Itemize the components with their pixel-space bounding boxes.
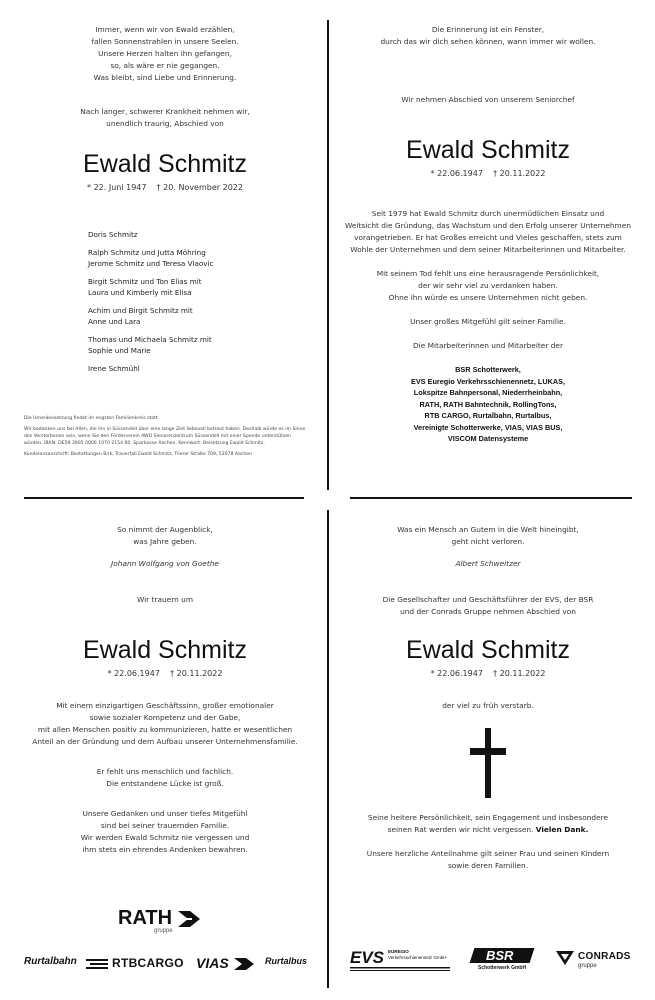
- paragraph-line: Wohle der Unternehmen und dem seiner Mitarbeiterinnen und Mitarbeiter.: [350, 245, 626, 254]
- family-member: Thomas und Michaela Schmitz mit: [88, 335, 212, 344]
- quote-line: Was ein Mensch an Gutem in die Welt hineingibt,: [397, 525, 579, 534]
- paragraph: [20, 808, 310, 856]
- paragraph-line: Unsere herzliche Anteilnahme gilt seiner Frau und seinen Kindern: [366, 849, 610, 858]
- rath-logo: [118, 907, 218, 937]
- poem-line: Was bleibt, sind Liebe und Erinnerung.: [93, 73, 237, 82]
- paragraph-line: vorangetrieben. Er hat Großes erreicht und Vieles geschaffen, stets zum: [354, 233, 622, 242]
- company-line: RATH, RATH Bahntechnik, RollingTons,: [419, 399, 557, 409]
- deceased-name: Ewald Schmitz: [406, 636, 570, 664]
- vias-logo: [196, 955, 256, 973]
- vias-logo-text: VIAS: [196, 955, 229, 971]
- paragraph-line: Anteil an der Gründung und dem Aufbau unserer Unternehmensfamilie.: [32, 737, 298, 746]
- paragraph: [20, 766, 310, 790]
- company-line: BSR Schotterwerk,: [455, 365, 521, 374]
- intro-line: Nach langer, schwerer Krankheit nehmen wir,: [80, 107, 250, 116]
- rurtalbahn-logo: [24, 956, 77, 967]
- company-list: [338, 364, 638, 445]
- poem-line: Unsere Herzen halten ihn gefangen,: [98, 49, 232, 58]
- evs-rail-icon: [350, 966, 450, 972]
- company-line: Vereinigte Schotterwerke, VIAS, VIAS BUS,: [413, 422, 563, 432]
- intro: Wir nehmen Abschied von unserem Seniorchef: [401, 95, 575, 104]
- rurtalbahn-logo-text: Rurtalbahn: [24, 956, 77, 967]
- condolence-line: Unser großes Mitgefühl gilt seiner Familie.: [410, 317, 566, 326]
- paragraph: [338, 848, 638, 872]
- company-line: EVS Euregio Verkehrsschienennetz, LUKAS,: [410, 376, 566, 386]
- rath-logo-text: RATH: [118, 907, 173, 929]
- evs-logo-sub: EUREGIO: [388, 949, 409, 954]
- paragraph-line: [338, 824, 638, 836]
- rath-logo-sub: gruppe: [154, 928, 173, 934]
- paragraph: [338, 268, 638, 304]
- notice-company: [338, 24, 638, 445]
- company-line: RTB CARGO, Rurtalbahn, Rurtalbus,: [424, 411, 552, 420]
- family-member: Ralph Schmitz und Jutta Möhring: [88, 248, 206, 257]
- rurtalbus-logo-text: Rurtalbus: [265, 956, 308, 966]
- paragraph-line: Wir werden Ewald Schmitz nie vergessen und: [80, 833, 250, 842]
- life-dates: * 22. Juni 1947 † 20. November 2022: [87, 183, 243, 192]
- evs-logo-sub: Verkehrsschienennetz GmbH: [388, 955, 447, 960]
- intro: [338, 594, 638, 618]
- family-list: [88, 229, 214, 381]
- quote-author: Johann Wolfgang von Goethe: [111, 559, 219, 568]
- notice-shareholders: [338, 524, 638, 872]
- company-line: Lokspitze Bahnpersonal, Niederrheinbahn,: [413, 388, 563, 397]
- poem-line: so, als wäre er nie gegangen.: [110, 61, 220, 70]
- paragraph-line: Mit einem einzigartigen Geschäftssinn, großer emotionaler: [56, 701, 274, 710]
- family-member: Sophie und Marie: [88, 346, 151, 355]
- paragraph: [338, 208, 638, 256]
- rurtalbus-logo: [265, 956, 307, 966]
- paragraph-line: Er fehlt uns menschlich und fachlich.: [96, 767, 234, 776]
- quote-line: geht nicht verloren.: [451, 537, 525, 546]
- poem-line: Immer, wenn wir von Ewald erzählen,: [95, 25, 235, 34]
- deceased-name: Ewald Schmitz: [83, 150, 247, 178]
- paragraph-line: der wir sehr viel zu verdanken haben.: [418, 281, 558, 290]
- conrads-logo-text: CONRADS: [578, 951, 631, 962]
- family-member: Birgit Schmitz und Ton Elias mit: [88, 277, 202, 286]
- life-dates: * 22.06.1947 † 20.11.2022: [107, 669, 223, 678]
- horizontal-divider-right: [350, 497, 632, 499]
- paragraph-line: mit allen Menschen positiv zu kommunizieren, hatte er wesentlichen: [37, 725, 293, 734]
- paragraph-line: sowie deren Familien.: [447, 861, 529, 870]
- paragraph-line: sowie sozialer Kompetenz und der Gabe,: [89, 713, 241, 722]
- intro-line: unendlich traurig, Abschied von: [106, 119, 224, 128]
- paragraph: [338, 812, 638, 836]
- family-group: [88, 363, 214, 374]
- thanks-text: Vielen Dank.: [535, 825, 589, 834]
- bsr-logo-sub: Schotterwerk GmbH: [478, 965, 527, 971]
- conrads-logo-sub: gruppe: [578, 963, 597, 969]
- family-group: [88, 305, 214, 327]
- company-line: VISCOM Datensysteme: [447, 434, 529, 443]
- family-member: Laura und Kimberly mit Elisa: [88, 288, 192, 297]
- conrads-chevron-icon: [556, 951, 574, 967]
- rtbcargo-logo: [86, 956, 198, 972]
- intro-line: und der Conrads Gruppe nehmen Abschied von: [400, 607, 576, 616]
- quote-line: durch das wir dich sehen können, wann immer wir wollen.: [380, 37, 596, 46]
- evs-logo: [350, 948, 450, 974]
- cross-icon: [468, 728, 508, 798]
- conrads-logo: [556, 950, 636, 974]
- rtb-stripes-icon: [86, 958, 108, 970]
- quote-author: Albert Schweitzer: [455, 559, 521, 568]
- rtbcargo-logo-text: RTBCARGO: [112, 956, 184, 970]
- notes: [24, 415, 306, 462]
- intro: [20, 106, 310, 130]
- vias-arrow-icon: [234, 958, 254, 970]
- rath-arrow-icon: [176, 909, 202, 929]
- paragraph-text: seinen Rat werden wir nicht vergessen.: [387, 825, 534, 834]
- family-member: Irene Schmühl: [88, 364, 140, 373]
- family-group: [88, 229, 214, 240]
- bsr-logo-text: BSR: [486, 948, 514, 963]
- note-burial: Die Urnenbeisetzung findet im engsten Familienkreis statt.: [24, 416, 160, 421]
- intro: Wir trauern um: [136, 595, 194, 604]
- vertical-divider-bottom: [327, 510, 329, 988]
- paragraph-line: sind bei seiner trauernden Familie.: [100, 821, 230, 830]
- intro-line: Die Gesellschafter und Geschäftsführer der EVS, der BSR: [382, 595, 594, 604]
- life-dates: * 22.06.1947 † 20.11.2022: [430, 169, 546, 178]
- family-member: Doris Schmitz: [88, 230, 138, 239]
- family-group: [88, 276, 214, 298]
- life-dates: * 22.06.1947 † 20.11.2022: [430, 669, 546, 678]
- bsr-logo: [470, 948, 540, 974]
- quote-line: was Jahre geben.: [133, 537, 197, 546]
- poem-line: fallen Sonnenstrahlen in unsere Seelen.: [91, 37, 239, 46]
- family-group: [88, 334, 214, 356]
- notice-family: [20, 24, 310, 192]
- family-group: [88, 247, 214, 269]
- notice-rath: [20, 524, 310, 856]
- horizontal-divider-left: [24, 497, 304, 499]
- paragraph-line: Weitsicht die Gründung, das Wachstum und den Erfolg unserer Unternehmen: [345, 221, 631, 230]
- note-donation: Wir bedanken uns bei Allen, die ihn in Süssendell über eine lange Zeit liebevoll betreut haben. Deshalb würde es im Sinne des Verstorbenen sein, wenn Sie den Förderverein AWO Seniorenzentrum Süssendell mit einer Spende unterstützen würden. IBAN: DE59 3905 0000 1070 2154 60, Sparkasse Aachen, Kennwort: Beisetzung Ewald Schmitz.: [24, 427, 306, 446]
- family-member: Jerome Schmitz und Teresa Vlaovic: [88, 259, 214, 268]
- paragraph-line: Unsere Gedanken und unser tiefes Mitgefühl: [82, 809, 248, 818]
- family-member: Anne und Lara: [88, 317, 141, 326]
- family-member: Achim und Birgit Schmitz mit: [88, 306, 193, 315]
- paragraph: [20, 700, 310, 748]
- paragraph-line: Ohne ihn würde es unsere Unternehmen nicht geben.: [388, 293, 588, 302]
- staff-line: Die Mitarbeiterinnen und Mitarbeiter der: [412, 341, 564, 350]
- early-death-line: der viel zu früh verstarb.: [442, 701, 534, 710]
- paragraph-line: ihm stets ein ehrendes Andenken bewahren.: [82, 845, 248, 854]
- paragraph-line: Mit seinem Tod fehlt uns eine herausragende Persönlichkeit,: [376, 269, 600, 278]
- paragraph-line: Seine heitere Persönlichkeit, sein Engagement und insbesondere: [367, 813, 609, 822]
- deceased-name: Ewald Schmitz: [406, 136, 570, 164]
- quote-line: Die Erinnerung ist ein Fenster,: [431, 25, 545, 34]
- vertical-divider-top: [327, 20, 329, 490]
- note-condolence: Kondolenzanschrift: Bestattungen Birk, Trauerfall Ewald Schmitz, Trierer Straße 709, 52078 Aachen: [24, 452, 252, 457]
- paragraph-line: Die entstandene Lücke ist groß.: [106, 779, 224, 788]
- paragraph-line: Seit 1979 hat Ewald Schmitz durch unermüdlichen Einsatz und: [371, 209, 605, 218]
- quote-line: So nimmt der Augenblick,: [117, 525, 213, 534]
- deceased-name: Ewald Schmitz: [83, 636, 247, 664]
- evs-logo-text: EVS: [350, 948, 385, 967]
- poem: [20, 24, 310, 84]
